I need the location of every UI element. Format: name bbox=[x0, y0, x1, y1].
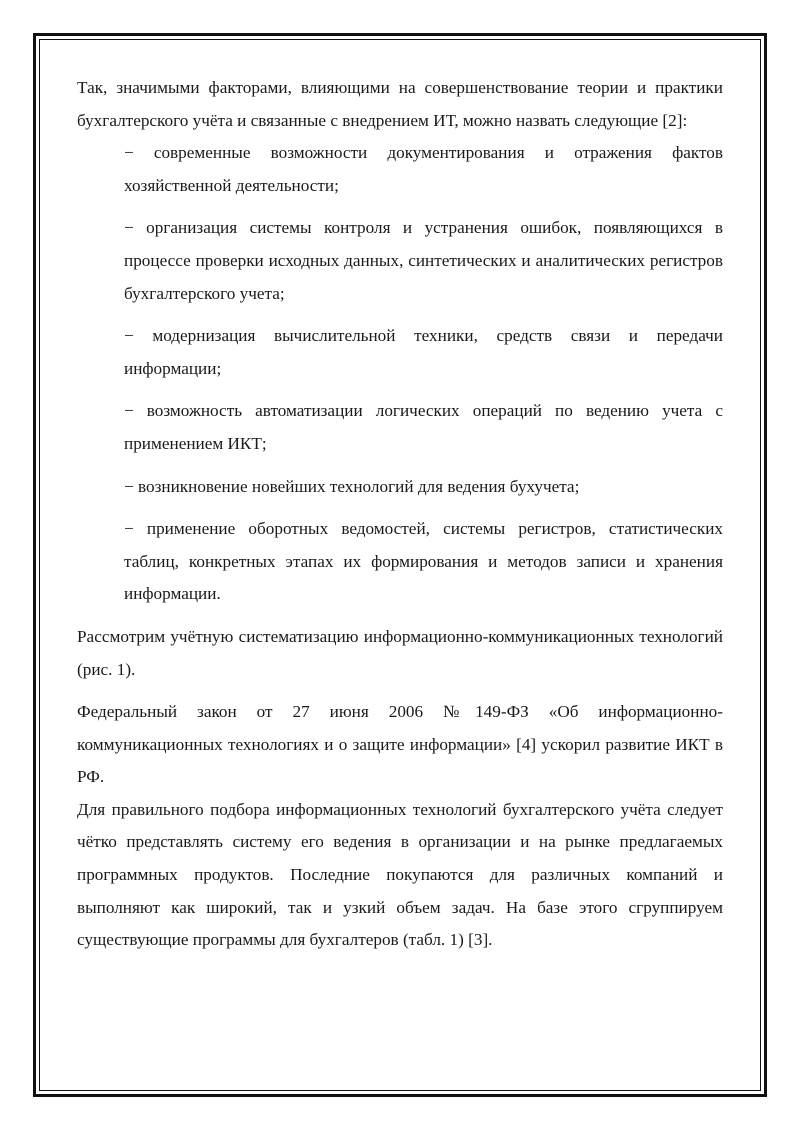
list-item: − организация системы контроля и устранения ошибок, появляющихся в процессе проверки исходных данных, синтетических и аналитических регистров бухгалтерского учета; bbox=[124, 218, 723, 303]
systematization-paragraph: Рассмотрим учётную систематизацию информационно-коммуникационных технологий (рис. 1). bbox=[77, 626, 723, 679]
list-item: − возникновение новейших технологий для ведения бухучета; bbox=[124, 476, 580, 496]
list-item: − современные возможности документирования и отражения фактов хозяйственной деятельности; bbox=[124, 143, 723, 195]
intro-paragraph: Так, значимыми факторами, влияющими на совершенствование теории и практики бухгалтерского учёта и связанные с внедрением ИТ, можно назвать следующие [2]: bbox=[77, 78, 723, 130]
document-body bbox=[77, 72, 723, 957]
list-item: − применение оборотных ведомостей, системы регистров, статистических таблиц, конкретных этапах их формирования и методов записи и хранения информации. bbox=[124, 519, 723, 604]
law-paragraph: Федеральный закон от 27 июня 2006 №149-ФЗ «Об информационно-коммуникационных технологиях и о защите информации» [4] ускорил развитие ИКТ в РФ. bbox=[77, 702, 723, 787]
selection-paragraph: Для правильного подбора информационных технологий бухгалтерского учёта следует чётко представлять систему его ведения в организации и на рынке предлагаемых программных продуктов. Последние покупаются для различных компаний и выполняют как широкий, так и узкий объем задач. На базе этого сгруппируем существующие программы для бухгалтеров (табл. 1) [3]. bbox=[77, 799, 723, 950]
list-item: − возможность автоматизации логических операций по ведению учета с применением ИКТ; bbox=[124, 401, 723, 453]
list-item: − модернизация вычислительной техники, средств связи и передачи информации; bbox=[124, 326, 723, 378]
